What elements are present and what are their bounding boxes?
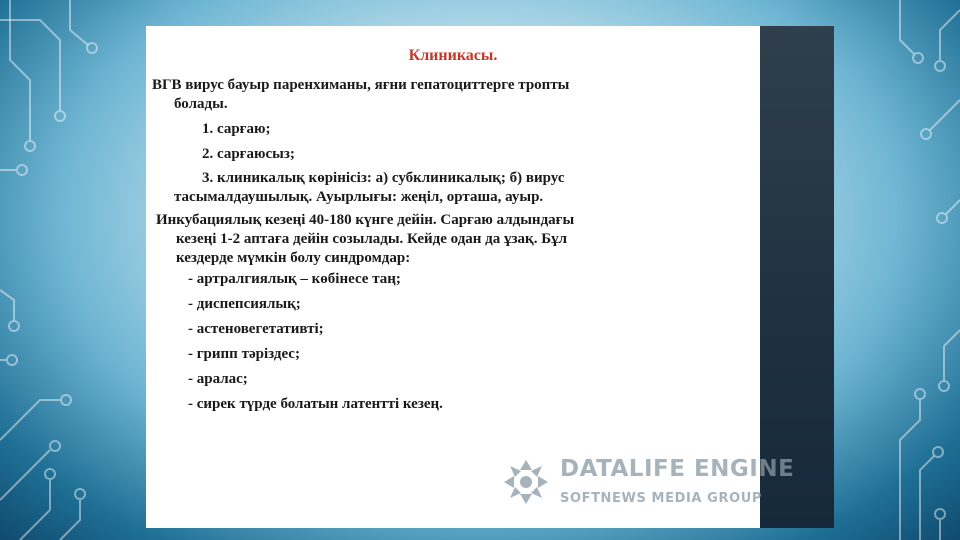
- slide-text-content: [146, 26, 795, 528]
- slide-content-image: [146, 26, 795, 528]
- numbered-item-2: 2. сарғаюсыз;: [202, 146, 295, 162]
- syndrome-item: - сирек түрде болатын латентті кезең.: [188, 396, 443, 412]
- syndrome-item: - аралас;: [188, 371, 248, 387]
- intro-line-1: ВГВ вирус бауыр паренхиманы, яғни гепатоциттерге тропты: [152, 77, 570, 93]
- syndrome-item: - грипп тәріздес;: [188, 346, 300, 362]
- syndrome-item: - артралгиялық – көбінесе таң;: [188, 271, 401, 287]
- slide-title: Клиникасы.: [408, 47, 498, 64]
- watermark-subtitle: SOFTNEWS MEDIA GROUP: [560, 491, 762, 506]
- datalife-logo-icon: [502, 458, 550, 506]
- intro-line-2: болады.: [174, 96, 228, 112]
- incubation-line-3: кездерде мүмкін болу синдромдар:: [176, 250, 411, 266]
- incubation-line-2: кезеңі 1-2 аптаға дейін созылады. Кейде одан да ұзақ. Бұл: [176, 231, 568, 247]
- watermark-title: DATALIFE ENGINE: [560, 456, 795, 482]
- numbered-item-3: 3. клиникалық көрінісіз: а) субклиникалық; б) вирус: [202, 170, 565, 186]
- syndrome-item: - астеновегетативті;: [188, 321, 324, 337]
- syndrome-item: - диспепсиялық;: [188, 296, 301, 312]
- numbered-item-1: 1. сарғаю;: [202, 121, 271, 137]
- incubation-line-1: Инкубациялық кезеңі 40-180 күнге дейін. Сарғаю алдындағы: [156, 212, 575, 228]
- watermark: [502, 458, 810, 510]
- image-dark-edge: [760, 26, 834, 528]
- numbered-item-3-continued: тасымалдаушылық. Ауырлығы: жеңіл, орташа, ауыр.: [174, 189, 544, 205]
